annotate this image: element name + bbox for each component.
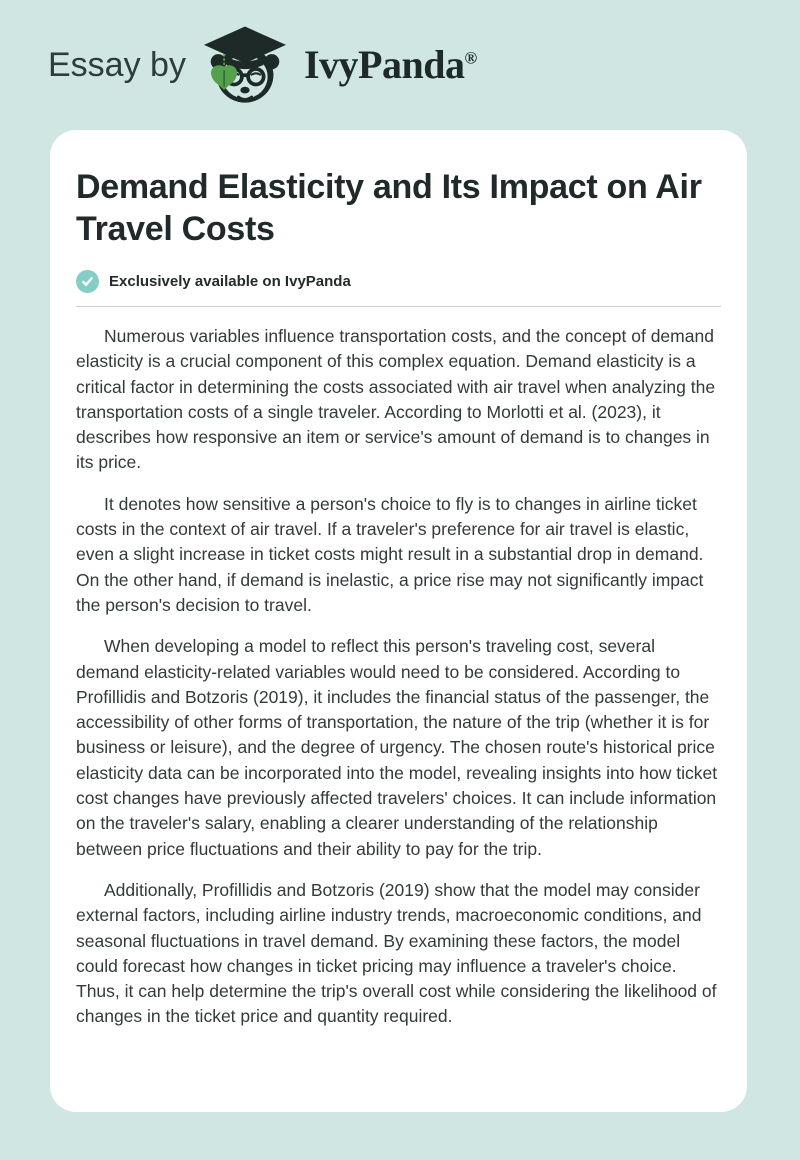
paragraph-1: Numerous variables influence transportation costs, and the concept of demand elasticity is a crucial component of this complex equation. Demand elasticity is a critical factor in determining the costs associated with air travel when analyzing the transportation costs of a single traveler. According to Morlotti et al. (2023), it describes how responsive an item or service's amount of demand is to changes in its price. [76, 326, 716, 473]
brand-name: IvyPanda [303, 42, 465, 87]
paragraph-2: It denotes how sensitive a person's choice to fly is to changes in airline ticket costs in the context of air travel. If a traveler's preference for air travel is elastic, even a slight increase in ticket costs might result in a substantial drop in demand. On the other hand, if demand is inelastic, a price rise may not significantly impact the person's decision to travel. [76, 493, 704, 615]
check-icon [76, 270, 99, 293]
divider [76, 306, 721, 307]
paragraph-3: When developing a model to reflect this person's traveling cost, several demand elasticity-related variables would need to be considered. According to Profillidis and Botzoris (2019), it includes the financial status of the passenger, the accessibility of other forms of transportation, the nature of the trip (whether it is for business or leisure), and the degree of urgency. The chosen route's historical price elasticity data can be incorporated into the model, revealing insights into how ticket cost changes have previously affected travelers' choices. It can include information on the traveler's salary, enabling a clearer understanding of the relationship between price fluctuations and their ability to pay for the trip. [76, 636, 718, 859]
exclusive-badge [76, 270, 721, 293]
paragraph-4: Additionally, Profillidis and Botzoris (2019) show that the model may consider external factors, including airline industry trends, macroeconomic conditions, and seasonal fluctuations in travel demand. By examining these factors, the model could forecast how changes in ticket pricing may influence a traveler's choice. Thus, it can help determine the trip's overall cost while considering the likelihood of changes in the ticket price and quantity required. [76, 879, 717, 1027]
registered-mark: ® [464, 48, 477, 68]
essay-card [50, 130, 747, 1112]
exclusive-badge-label: Exclusively available on IvyPanda [109, 273, 351, 290]
ivypanda-logo-icon [199, 24, 291, 106]
essay-by-label: Essay by [48, 46, 186, 84]
brand-wordmark [303, 42, 477, 87]
header [0, 0, 800, 130]
essay-title: Demand Elasticity and Its Impact on Air Travel Costs [76, 168, 702, 248]
